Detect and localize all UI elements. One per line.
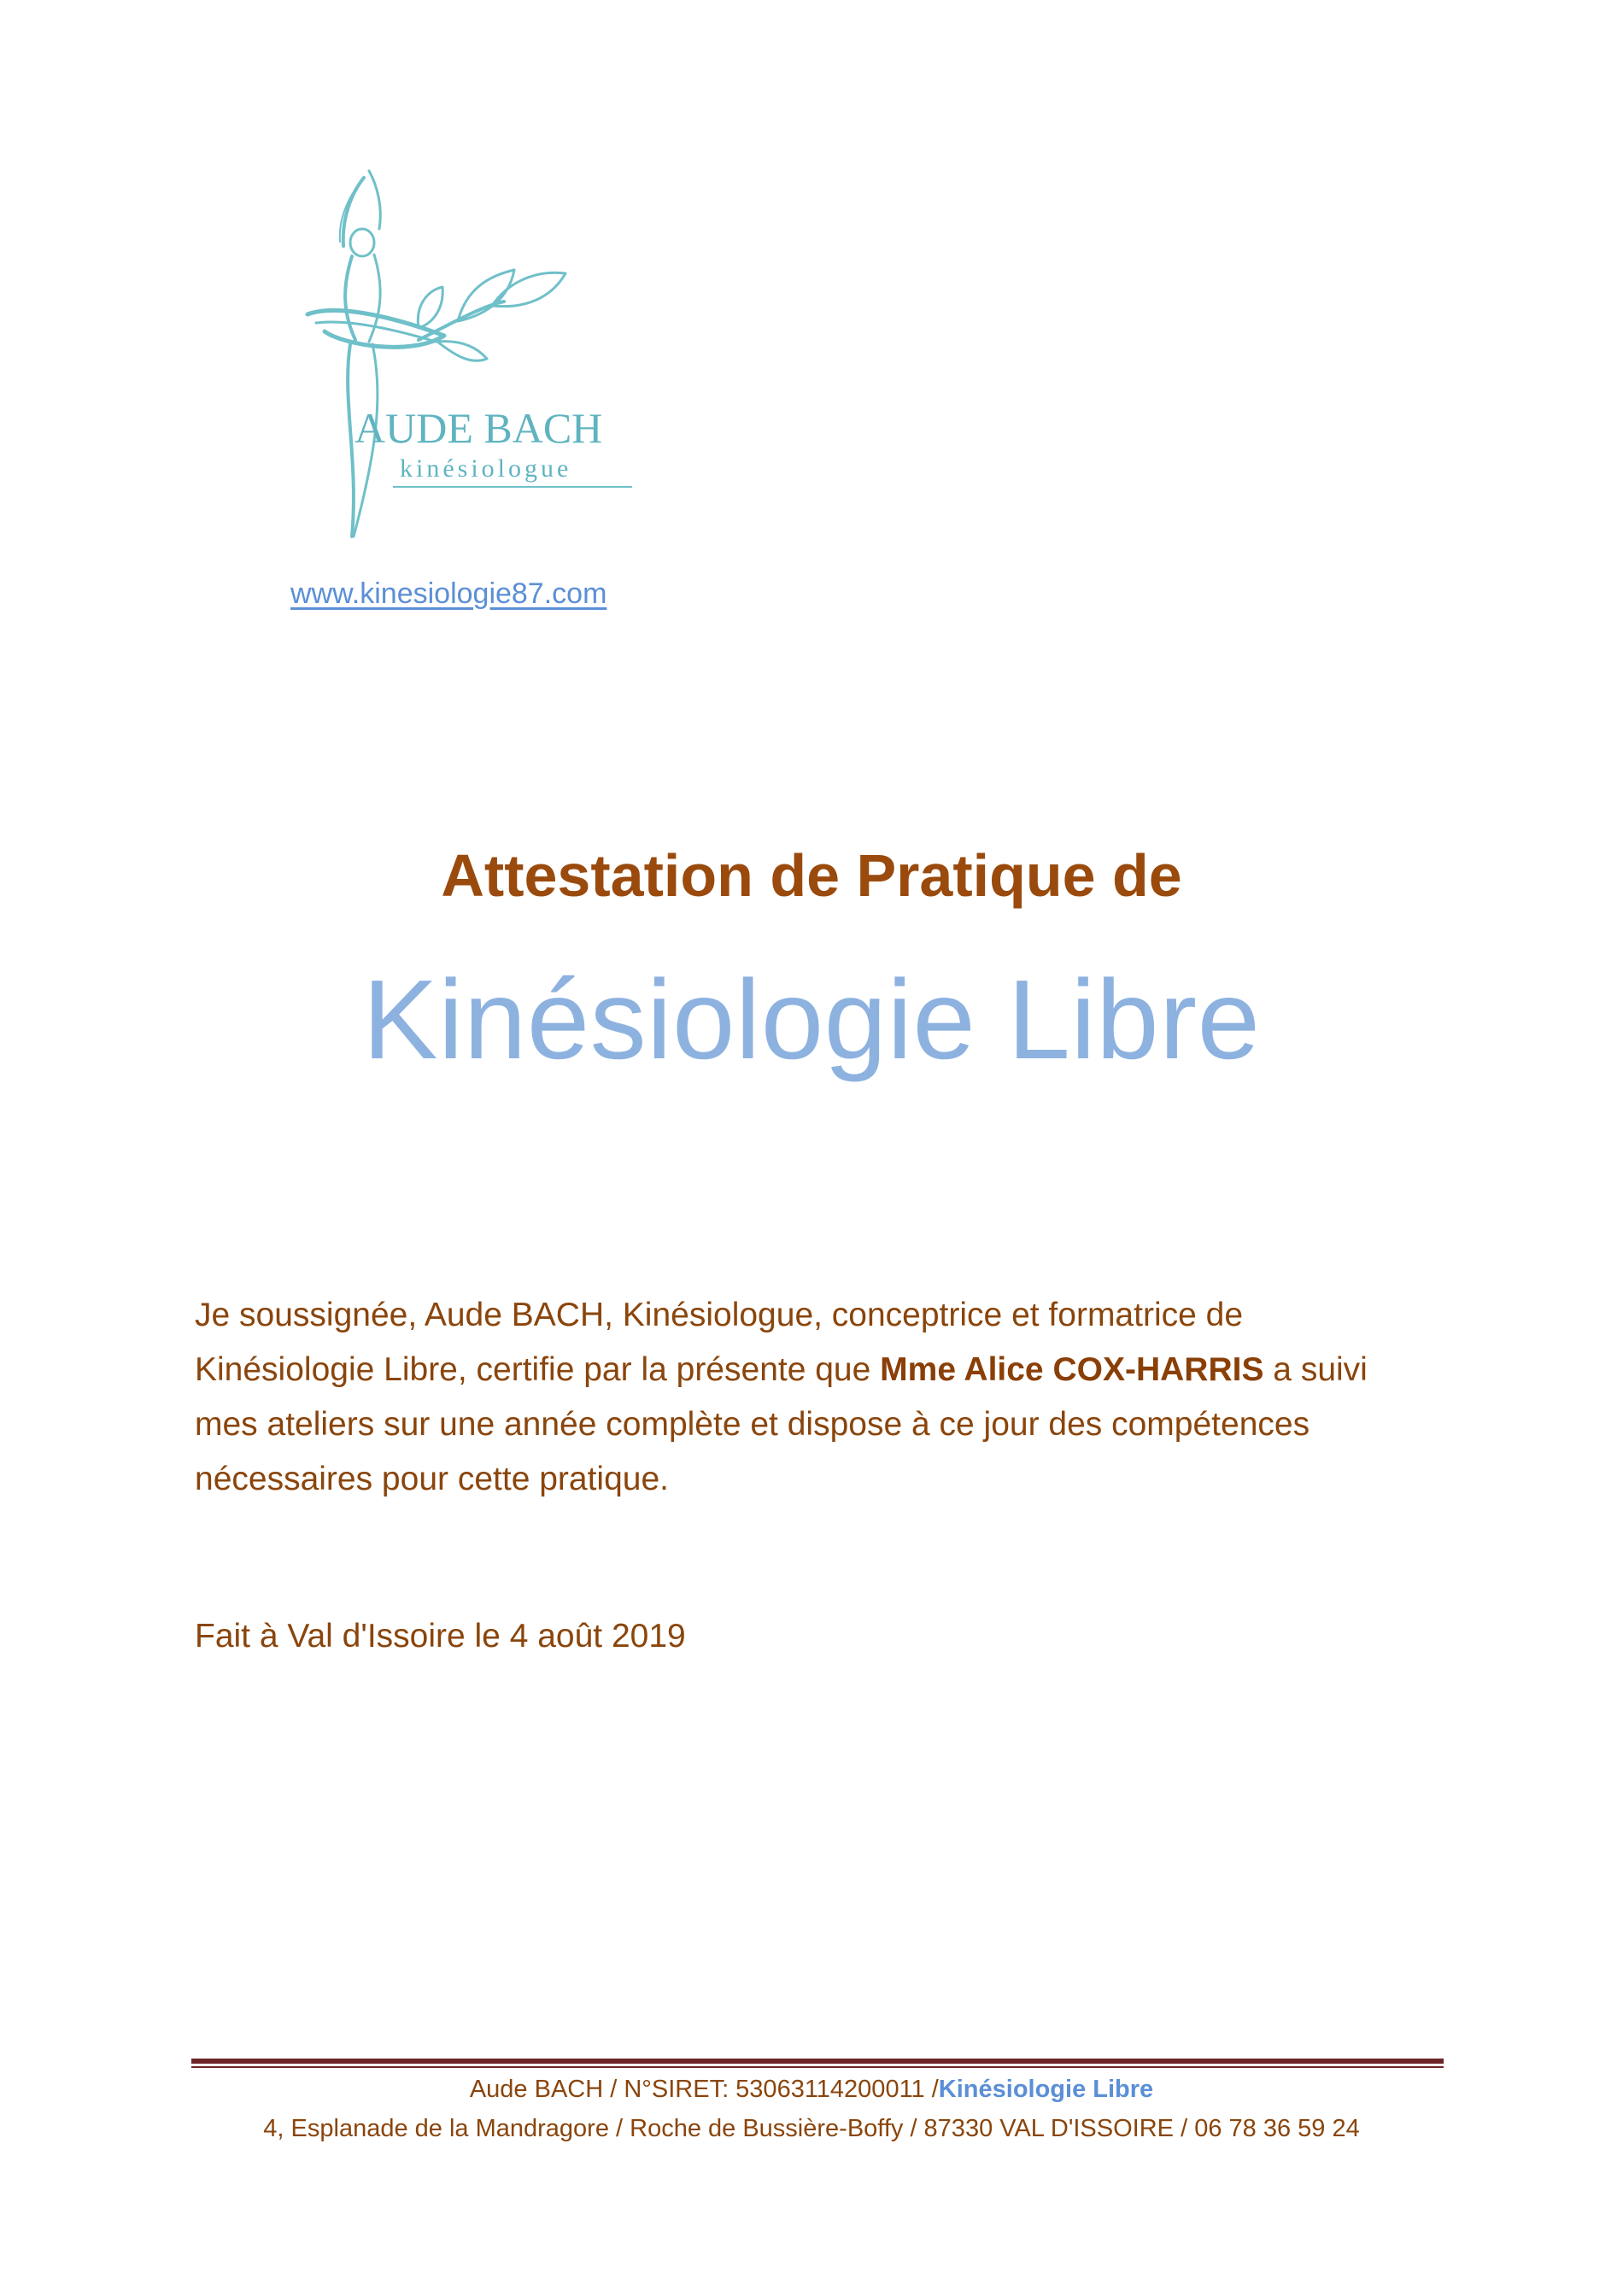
title-line1: Attestation de Pratique de — [441, 842, 1182, 909]
logo-name: AUDE BACH — [354, 404, 603, 452]
body-line-2-before: Kinésiologie Libre, certifie par la présente que — [195, 1351, 881, 1388]
body-line-3: mes ateliers sur une année complète et dispose à ce jour des compétences — [195, 1406, 1310, 1443]
title-line2: Kinésiologie Libre — [362, 957, 1261, 1082]
body-line-4: nécessaires pour cette pratique. — [195, 1461, 669, 1497]
footer-address: 4, Esplanade de la Mandragore / Roche de Bussière-Boffy / 87330 VAL D'ISSOIRE / 06 78 36 59 24 — [263, 2115, 1360, 2142]
person-name: Mme Alice COX-HARRIS — [880, 1351, 1264, 1388]
website-link[interactable]: www.kinesiologie87.com — [290, 577, 607, 610]
body-line-2 — [195, 1343, 1442, 1397]
footer-identity: Aude BACH / N°SIRET: 53063114200011 / — [469, 2076, 939, 2103]
body-line-1: Je soussignée, Aude BACH, Kinésiologue, conceptrice et formatrice de — [195, 1297, 1244, 1333]
dancer-leaf-logo-icon — [290, 161, 649, 554]
date-place-line: Fait à Val d'Issoire le 4 août 2019 — [195, 1618, 686, 1655]
logo-subtitle: kinésiologue — [400, 454, 572, 483]
footer-brand: Kinésiologie Libre — [938, 2076, 1154, 2103]
body-line-2-after: a suivi — [1263, 1351, 1368, 1388]
attestation-body — [195, 1288, 1442, 1507]
footer-line1 — [0, 2076, 1623, 2104]
logo — [290, 161, 649, 554]
